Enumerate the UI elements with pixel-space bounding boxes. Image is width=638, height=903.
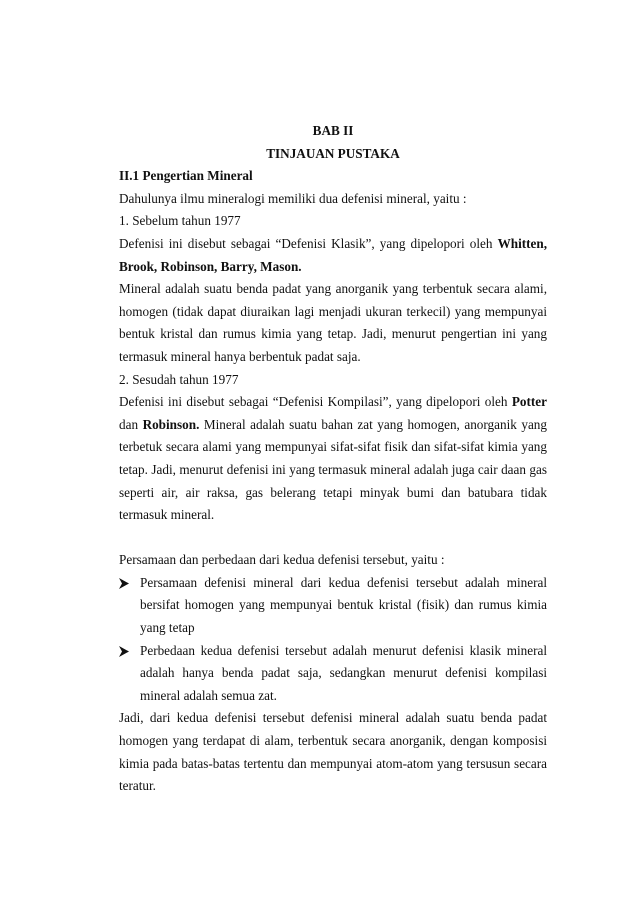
item2-description: Mineral adalah suatu bahan zat yang homogen, anorganik yang terbetuk secara alami yang mempunyai sifat-sifat fisik dan sifat-sifat kimia yang tetap. Jadi, menurut defenisi ini yang termasuk mineral adalah juga cair daan gas seperti air, air raksa, gas belerang tetapi minyak bumi dan batubara tidak termasuk mineral. bbox=[119, 416, 547, 523]
item2-definition-text: Defenisi ini disebut sebagai “Defenisi Kompilasi”, yang dipelopori oleh bbox=[119, 394, 508, 410]
bullet-text-difference: Perbedaan kedua defenisi tersebut adalah menurut defenisi klasik mineral adalah hanya benda padat saja, sedangkan menurut defenisi kompilasi mineral adalah semua zat. bbox=[140, 642, 547, 703]
item2-pioneer-2: Robinson. bbox=[142, 416, 200, 432]
item2-pioneer-1: Potter bbox=[511, 394, 548, 410]
paragraph-spacer bbox=[119, 527, 547, 550]
bullet-item-similarity bbox=[119, 572, 547, 640]
bullet-item-difference bbox=[119, 640, 547, 708]
item1-title: 1. Sebelum tahun 1977 bbox=[119, 213, 241, 229]
item2-definition-paragraph bbox=[119, 391, 547, 527]
page-content bbox=[119, 120, 547, 798]
comparison-intro: Persamaan dan perbedaan dari kedua defenisi tersebut, yaitu : bbox=[119, 552, 445, 568]
arrowhead-bullet-icon bbox=[119, 572, 133, 595]
bullet-text-similarity: Persamaan defenisi mineral dari kedua defenisi tersebut adalah mineral bersifat homogen yang mempunyai bentuk kristal (fisik) dan rumus kimia yang tetap bbox=[140, 574, 547, 636]
item1-description-paragraph: Mineral adalah suatu benda padat yang anorganik yang terbentuk secara alami, homogen (tidak dapat diuraikan lagi menjadi ukuran terkecil) yang mempunyai bentuk kristal dan rumus kimia yang tetap. Jadi, menurut pengertian ini yang termasuk mineral hanya berbentuk padat saja. bbox=[119, 281, 547, 364]
item2-title: 2. Sesudah tahun 1977 bbox=[119, 371, 239, 387]
conclusion-paragraph: Jadi, dari kedua defenisi tersebut defenisi mineral adalah suatu benda padat homogen yang terdapat di alam, terbentuk secara anorganik, dengan komposisi kimia pada batas-batas tertentu dan mempunyai atom-atom yang tersusun secara teratur. bbox=[119, 710, 547, 794]
item1-pioneers: Whitten, Brook, Robinson, Barry, Mason. bbox=[119, 235, 548, 274]
chapter-title: TINJAUAN PUSTAKA bbox=[266, 145, 400, 161]
section-heading: II.1 Pengertian Mineral bbox=[119, 168, 253, 184]
item2-conjunction: dan bbox=[119, 416, 139, 432]
item1-definition-paragraph bbox=[119, 233, 547, 278]
intro-text: Dahulunya ilmu mineralogi memiliki dua defenisi mineral, yaitu : bbox=[119, 190, 467, 206]
item1-definition-text: Defenisi ini disebut sebagai “Defenisi Klasik”, yang dipelopori oleh bbox=[119, 235, 493, 251]
chapter-label: BAB II bbox=[312, 123, 354, 138]
arrowhead-bullet-icon bbox=[119, 640, 133, 663]
